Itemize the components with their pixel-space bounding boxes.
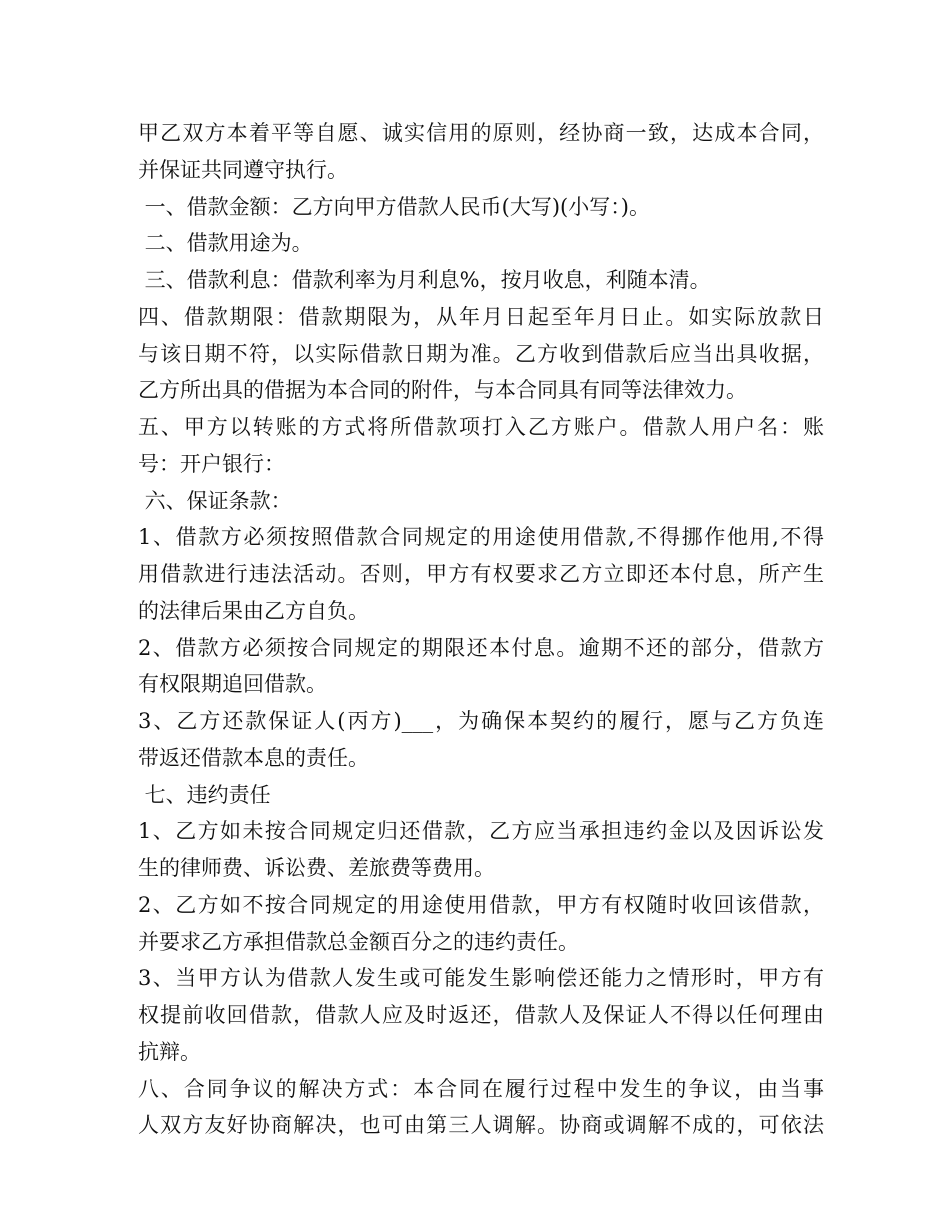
text-line: 号：开户银行： xyxy=(138,451,285,476)
text-line: 乙方所出具的借据为本合同的附件，与本合同具有同等法律效力。 xyxy=(138,378,747,403)
text-line: 三、借款利息：借款利率为月利息%，按月收息，利随本清。 xyxy=(138,268,711,292)
text-line: 一、借款金额：乙方向甲方借款人民币(大写)(小写：)。 xyxy=(138,194,650,219)
text-line: 2、乙方如不按合同规定的用途使用借款，甲方有权随时收回该借款， xyxy=(138,892,824,917)
text-line: 有权限期追回借款。 xyxy=(138,672,327,697)
text-line: 与该日期不符，以实际借款日期为准。乙方收到借款后应当出具收据， xyxy=(138,341,824,366)
text-line: 二、借款用途为。 xyxy=(138,231,313,256)
text-line: 并保证共同遵守执行。 xyxy=(138,157,348,182)
text-line: 甲乙双方本着平等自愿、诚实信用的原则，经协商一致，达成本合同， xyxy=(138,121,824,145)
text-line: 七、违约责任 xyxy=(138,782,271,807)
contract-body xyxy=(138,115,824,1144)
text-line: 八、合同争议的解决方式：本合同在履行过程中发生的争议，由当事 xyxy=(138,1076,824,1101)
text-line: 六、保证条款： xyxy=(138,488,292,513)
text-line: 带返还借款本息的责任。 xyxy=(138,745,369,770)
text-line: 人双方友好协商解决，也可由第三人调解。协商或调解不成的，可依法 xyxy=(138,1113,824,1138)
text-line: 3、当甲方认为借款人发生或可能发生影响偿还能力之情形时，甲方有 xyxy=(138,966,824,991)
text-line: 3、乙方还款保证人(丙方)___，为确保本契约的履行，愿与乙方负连 xyxy=(138,709,824,733)
text-line: 生的律师费、诉讼费、差旅费等费用。 xyxy=(138,856,495,880)
text-line: 四、借款期限：借款期限为，从年月日起至年月日止。如实际放款日 xyxy=(138,304,824,329)
text-line: 1、乙方如未按合同规定归还借款，乙方应当承担违约金以及因诉讼发 xyxy=(138,819,824,844)
text-line: 权提前收回借款，借款人应及时返还，借款人及保证人不得以任何理由 xyxy=(138,1003,824,1027)
text-line: 抗辩。 xyxy=(138,1039,201,1064)
text-line: 1、借款方必须按照借款合同规定的用途使用借款,不得挪作他用,不得 xyxy=(138,525,824,550)
text-line: 并要求乙方承担借款总金额百分之的违约责任。 xyxy=(138,929,579,954)
text-line: 用借款进行违法活动。否则，甲方有权要求乙方立即还本付息，所产生 xyxy=(138,562,824,586)
text-line: 2、借款方必须按合同规定的期限还本付息。逾期不还的部分，借款方 xyxy=(138,635,824,660)
text-line: 的法律后果由乙方自负。 xyxy=(138,598,369,623)
text-line: 五、甲方以转账的方式将所借款项打入乙方账户。借款人用户名：账 xyxy=(138,415,824,439)
